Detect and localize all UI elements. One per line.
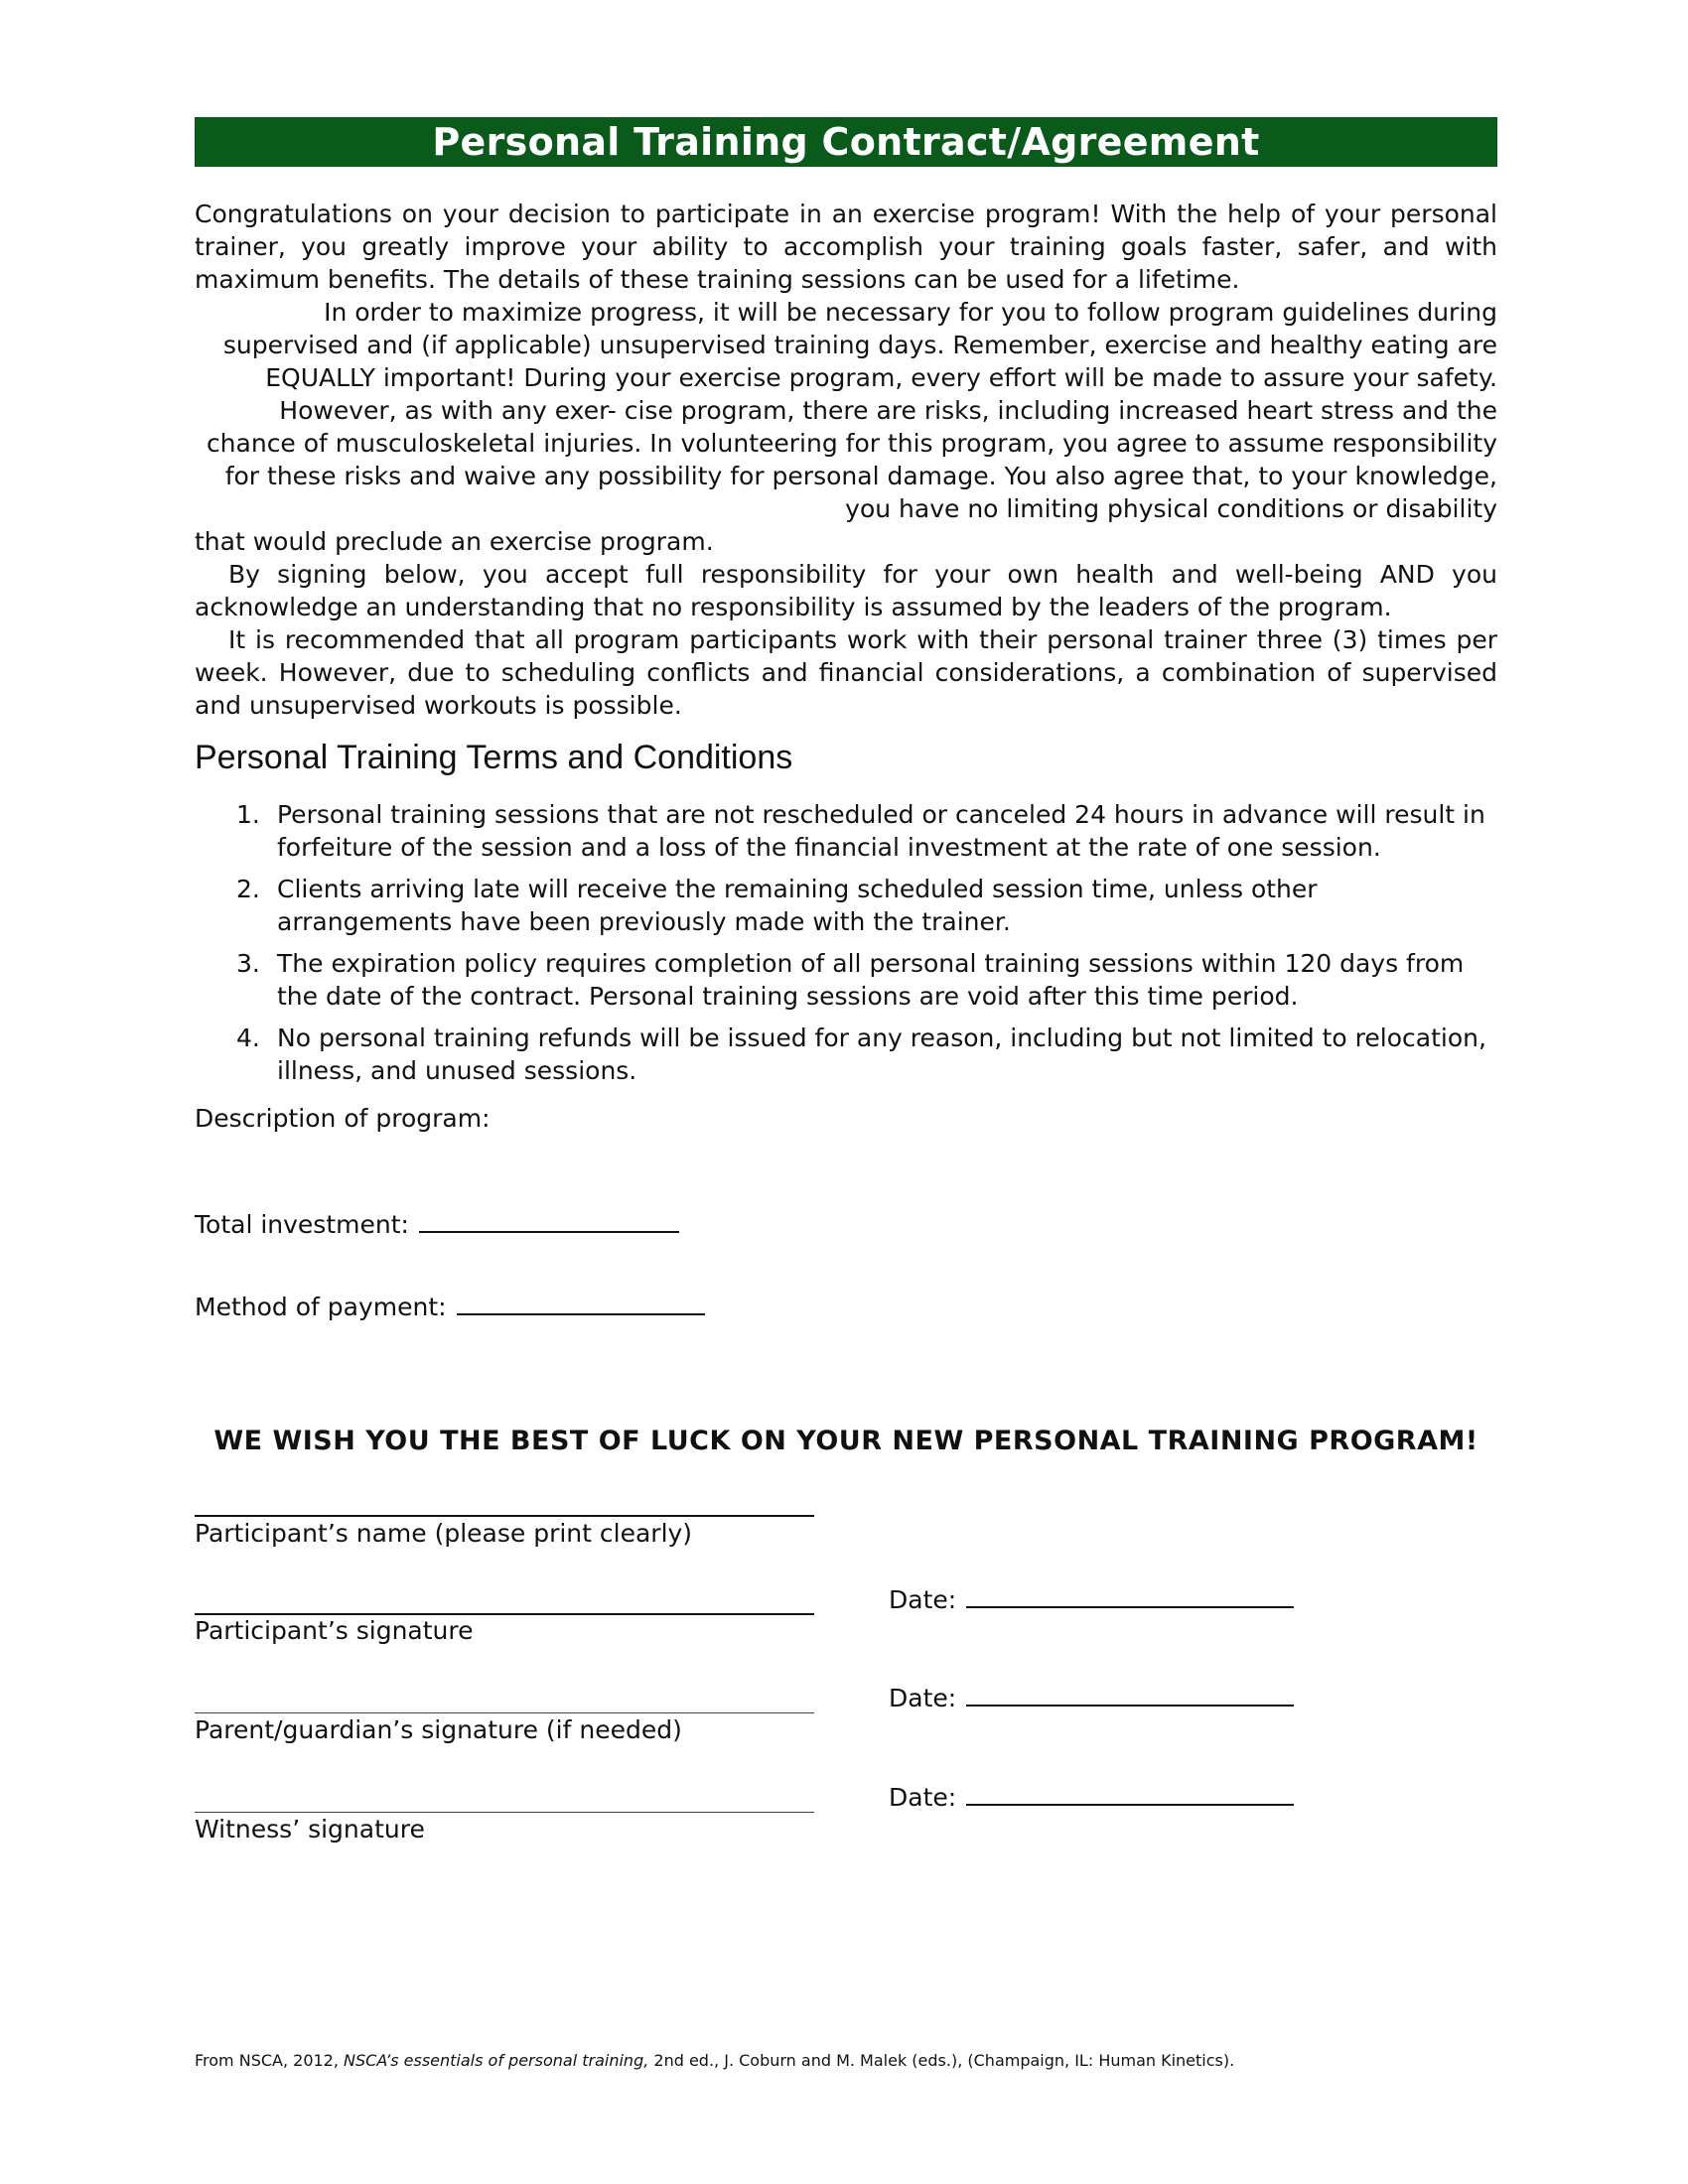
intro-p3-text: By signing below, you accept full responsibility for your own health and well-being AND you acknowledge an understanding that no responsibility is assumed by the leaders of the program. xyxy=(195,560,1497,621)
participant-date-blank[interactable] xyxy=(966,1582,1294,1608)
participant-name-line[interactable] xyxy=(195,1515,814,1517)
terms-heading: Personal Training Terms and Conditions xyxy=(195,739,793,776)
list-item-number: 4. xyxy=(236,1024,260,1052)
list-item xyxy=(195,798,1497,864)
intro-p2-line-1: In order to maximize progress, it will be necessary for you to follow program guidelines during xyxy=(324,298,1497,327)
participant-date-field xyxy=(889,1582,1294,1614)
intro-p2-line-6: for these risks and waive any possibility for personal damage. You also agree that, to your knowledge, xyxy=(224,462,1497,490)
terms-list xyxy=(195,798,1497,1096)
page-title: Personal Training Contract/Agreement xyxy=(432,120,1260,164)
intro-p2-line-5: chance of musculoskeletal injuries. In volunteering for this program, you agree to assume responsibility xyxy=(206,429,1497,458)
title-bar xyxy=(195,117,1497,167)
payment-label: Method of payment: xyxy=(195,1293,447,1321)
list-item xyxy=(195,947,1497,1013)
list-item-text: The expiration policy requires completion of all personal training sessions within 120 days from the date of the contract. Personal training sessions are void after this time period. xyxy=(277,949,1465,1011)
parent-date-blank[interactable] xyxy=(966,1681,1294,1706)
intro-p4-text: It is recommended that all program participants work with their personal trainer three (3) times per week. However, due to scheduling conflicts and financial considerations, a combination of supervised and unsupervised workouts is possible. xyxy=(195,625,1497,720)
participant-signature-line[interactable] xyxy=(195,1613,814,1615)
description-label: Description of program: xyxy=(195,1104,491,1133)
investment-blank[interactable] xyxy=(419,1207,679,1233)
payment-blank[interactable] xyxy=(457,1290,705,1315)
intro-paragraph-1 xyxy=(195,198,1497,296)
intro-p2-tail: that would preclude an exercise program. xyxy=(195,527,714,556)
list-item xyxy=(195,1022,1497,1087)
list-item-number: 2. xyxy=(236,875,260,903)
investment-label: Total investment: xyxy=(195,1210,409,1239)
witness-signature-line[interactable] xyxy=(195,1812,814,1813)
date-label: Date: xyxy=(889,1585,957,1614)
witness-date-field xyxy=(889,1780,1294,1812)
intro-p2-line-4: However, as with any exer- cise program, there are risks, including increased heart stress and the xyxy=(279,396,1497,425)
participant-name-label: Participant’s name (please print clearly) xyxy=(195,1519,693,1548)
citation-prefix: From NSCA, 2012, xyxy=(195,2051,345,2070)
list-item-text: Clients arriving late will receive the remaining scheduled session time, unless other arrangements have been previously made with the trainer. xyxy=(277,875,1318,936)
investment-field xyxy=(195,1207,679,1239)
witness-date-blank[interactable] xyxy=(966,1780,1294,1806)
list-item-text: Personal training sessions that are not rescheduled or canceled 24 hours in advance will result in forfeiture of the session and a loss of the financial investment at the rate of one session. xyxy=(277,800,1485,862)
intro-p2-line-2: supervised and (if applicable) unsupervised training days. Remember, exercise and healthy eating are xyxy=(222,331,1497,359)
witness-signature-label: Witness’ signature xyxy=(195,1815,425,1843)
list-item xyxy=(195,873,1497,938)
parent-signature-line[interactable] xyxy=(195,1712,814,1713)
intro-p1-text: Congratulations on your decision to participate in an exercise program! With the help of your personal trainer, you greatly improve your ability to accomplish your training goals faster, safer, and with maximum benefits. The details of these training sessions can be used for a lifetime. xyxy=(195,200,1497,294)
closing-banner: WE WISH YOU THE BEST OF LUCK ON YOUR NEW PERSONAL TRAINING PROGRAM! xyxy=(213,1426,1478,1456)
parent-date-field xyxy=(889,1681,1294,1712)
intro-p2-line-7: you have no limiting physical conditions or disability xyxy=(845,494,1497,523)
intro-p2-line-3: EQUALLY important! During your exercise program, every effort will be made to assure your safety. xyxy=(265,363,1497,392)
date-label: Date: xyxy=(889,1783,957,1812)
citation-suffix: 2nd ed., J. Coburn and M. Malek (eds.), (Champaign, IL: Human Kinetics). xyxy=(648,2051,1235,2070)
parent-signature-label: Parent/guardian’s signature (if needed) xyxy=(195,1715,682,1744)
payment-field xyxy=(195,1290,705,1321)
participant-signature-label: Participant’s signature xyxy=(195,1616,474,1645)
citation-title: NSCA’s essentials of personal training, xyxy=(344,2051,649,2070)
list-item-text: No personal training refunds will be issued for any reason, including but not limited to relocation, illness, and unused sessions. xyxy=(277,1024,1486,1085)
date-label: Date: xyxy=(889,1684,957,1712)
list-item-number: 3. xyxy=(236,949,260,978)
intro-paragraph-2 xyxy=(195,296,1497,722)
list-item-number: 1. xyxy=(236,800,260,829)
source-citation xyxy=(195,2051,1234,2070)
